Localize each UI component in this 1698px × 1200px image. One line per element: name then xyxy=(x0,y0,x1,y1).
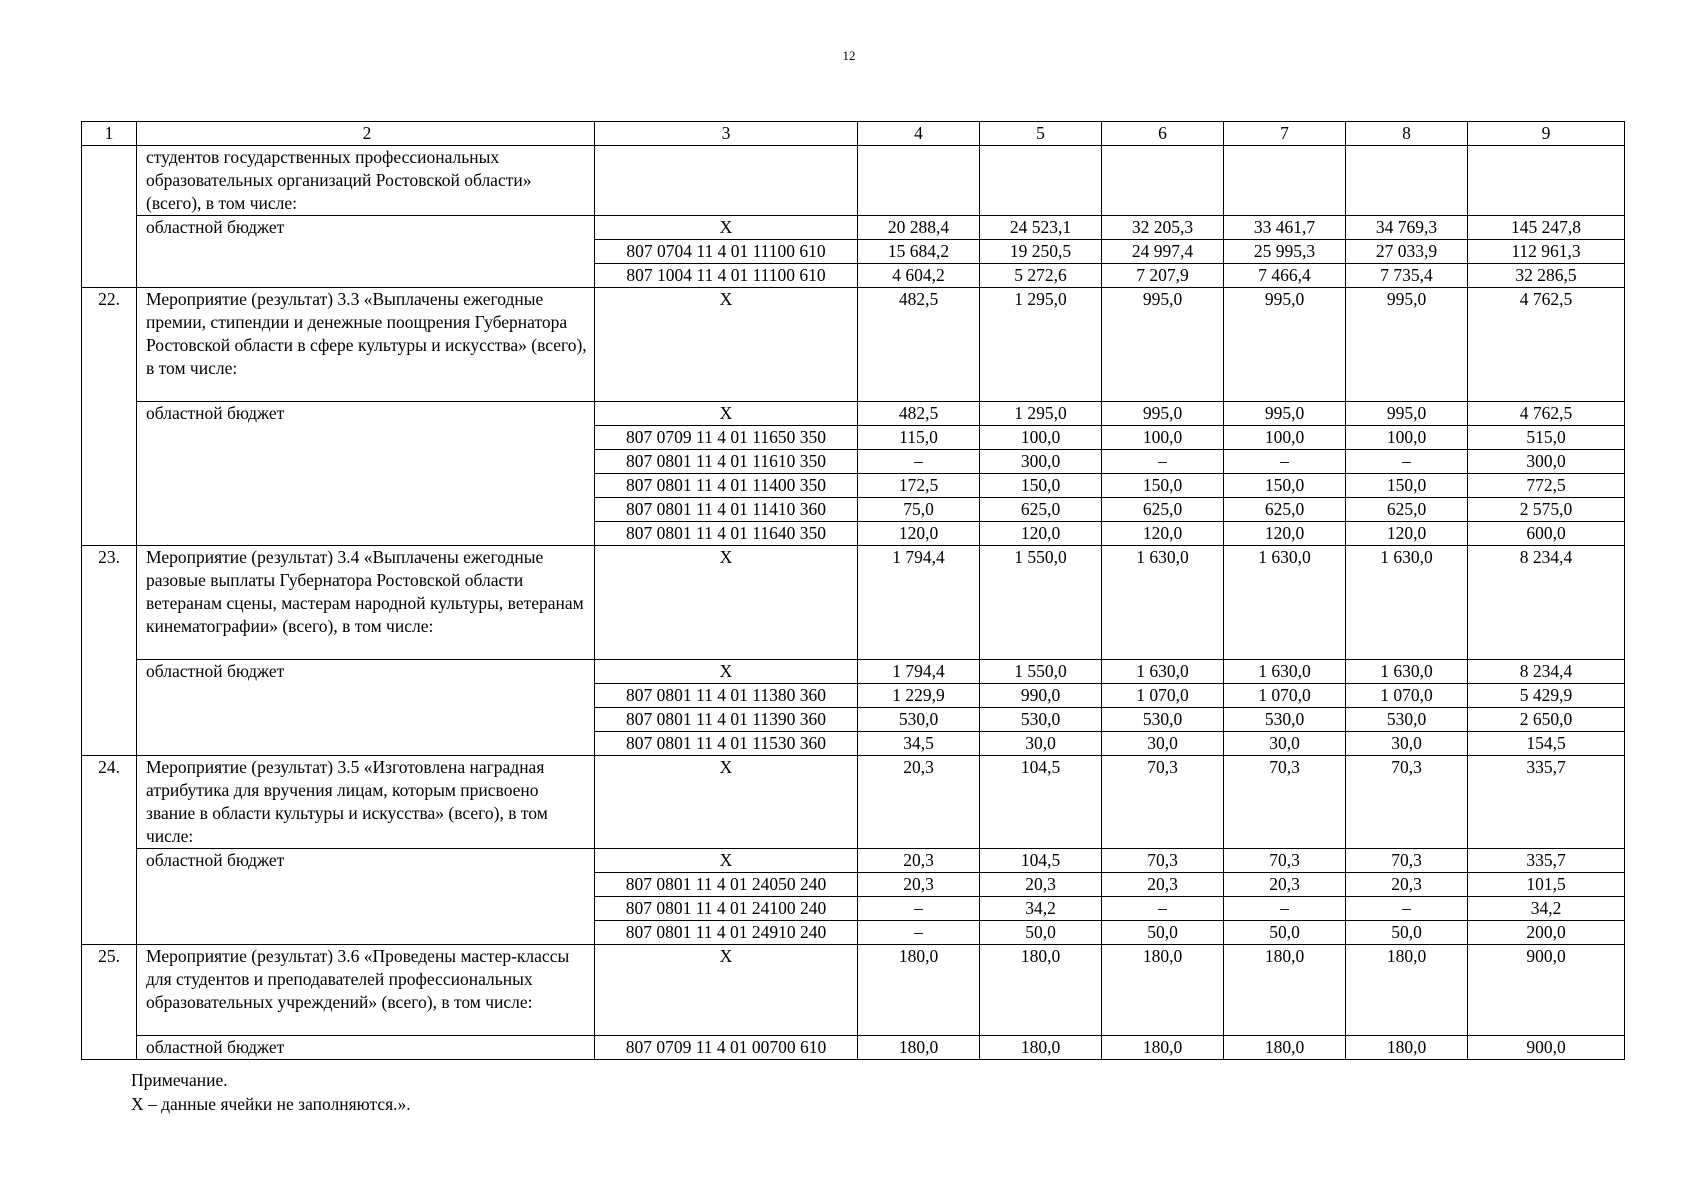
amount-cell: 4 604,2 xyxy=(858,264,980,288)
amount-cell: 70,3 xyxy=(1224,756,1346,849)
budget-code: 807 0801 11 4 01 11410 360 xyxy=(595,498,858,522)
activity-row xyxy=(82,945,1625,1036)
amount-cell: 180,0 xyxy=(1224,945,1346,1036)
amount-cell: 900,0 xyxy=(1468,1036,1625,1060)
amount-cell: 1 295,0 xyxy=(980,288,1102,402)
budget-code: 807 0801 11 4 01 24100 240 xyxy=(595,897,858,921)
amount-cell: 1 550,0 xyxy=(980,546,1102,660)
activity-row xyxy=(82,146,1625,216)
amount-cell: 100,0 xyxy=(1346,426,1468,450)
amount-cell: 482,5 xyxy=(858,402,980,426)
amount-cell: 34,2 xyxy=(980,897,1102,921)
activity-title: студентов государственных профессиональных образовательных организаций Ростовской области» (всего), в том числе: xyxy=(137,146,595,216)
budget-code: X xyxy=(595,660,858,684)
amount-cell: 70,3 xyxy=(1346,849,1468,873)
amount-cell xyxy=(1468,146,1625,216)
budget-code xyxy=(595,146,858,216)
amount-cell: 180,0 xyxy=(1102,1036,1224,1060)
amount-cell: 1 070,0 xyxy=(1102,684,1224,708)
amount-cell: – xyxy=(858,450,980,474)
amount-cell: 515,0 xyxy=(1468,426,1625,450)
budget-code: 807 0801 11 4 01 11640 350 xyxy=(595,522,858,546)
amount-cell: 150,0 xyxy=(1102,474,1224,498)
budget-code: 807 0801 11 4 01 11400 350 xyxy=(595,474,858,498)
budget-code: 807 0801 11 4 01 11390 360 xyxy=(595,708,858,732)
amount-cell: 104,5 xyxy=(980,756,1102,849)
amount-cell: 4 762,5 xyxy=(1468,402,1625,426)
amount-cell: 30,0 xyxy=(980,732,1102,756)
amount-cell: 625,0 xyxy=(1102,498,1224,522)
amount-cell: 8 234,4 xyxy=(1468,660,1625,684)
amount-cell: 180,0 xyxy=(980,1036,1102,1060)
amount-cell: 7 735,4 xyxy=(1346,264,1468,288)
amount-cell: 180,0 xyxy=(1346,1036,1468,1060)
amount-cell: 1 794,4 xyxy=(858,546,980,660)
amount-cell: 33 461,7 xyxy=(1224,216,1346,240)
budget-code: X xyxy=(595,288,858,402)
amount-cell: 120,0 xyxy=(1224,522,1346,546)
amount-cell: 101,5 xyxy=(1468,873,1625,897)
amount-cell: 180,0 xyxy=(1346,945,1468,1036)
row-number: 22. xyxy=(82,288,137,546)
amount-cell: 772,5 xyxy=(1468,474,1625,498)
amount-cell: 70,3 xyxy=(1346,756,1468,849)
amount-cell: 2 650,0 xyxy=(1468,708,1625,732)
budget-code: 807 0704 11 4 01 11100 610 xyxy=(595,240,858,264)
budget-code: X xyxy=(595,945,858,1036)
amount-cell: 2 575,0 xyxy=(1468,498,1625,522)
row-number: 23. xyxy=(82,546,137,756)
amount-cell: 50,0 xyxy=(980,921,1102,945)
amount-cell: 100,0 xyxy=(1224,426,1346,450)
amount-cell: 1 229,9 xyxy=(858,684,980,708)
activity-title: Мероприятие (результат) 3.4 «Выплачены ежегодные разовые выплаты Губернатора Ростовской области ветеранам сцены, мастерам народной культуры, ветеранам кинематографии» (всего), в том числе: xyxy=(137,546,595,660)
budget-code: X xyxy=(595,849,858,873)
amount-cell: 1 630,0 xyxy=(1346,660,1468,684)
column-header: 7 xyxy=(1224,122,1346,146)
amount-cell: 32 286,5 xyxy=(1468,264,1625,288)
amount-cell: 600,0 xyxy=(1468,522,1625,546)
amount-cell: 172,5 xyxy=(858,474,980,498)
amount-cell: 530,0 xyxy=(980,708,1102,732)
amount-cell: 19 250,5 xyxy=(980,240,1102,264)
budget-code: X xyxy=(595,216,858,240)
amount-cell: 300,0 xyxy=(980,450,1102,474)
budget-label: областной бюджет xyxy=(137,402,595,546)
budget-row xyxy=(82,1036,1625,1060)
budget-code: 807 0801 11 4 01 11530 360 xyxy=(595,732,858,756)
amount-cell: 530,0 xyxy=(1346,708,1468,732)
amount-cell: 1 295,0 xyxy=(980,402,1102,426)
amount-cell: 27 033,9 xyxy=(1346,240,1468,264)
amount-cell: – xyxy=(1224,450,1346,474)
column-header: 3 xyxy=(595,122,858,146)
activity-title: Мероприятие (результат) 3.3 «Выплачены ежегодные премии, стипендии и денежные поощрения Губернатора Ростовской области в сфере культуры и искусства» (всего), в том числе: xyxy=(137,288,595,402)
amount-cell: 1 630,0 xyxy=(1224,660,1346,684)
amount-cell: 34,2 xyxy=(1468,897,1625,921)
amount-cell xyxy=(1102,146,1224,216)
amount-cell: 995,0 xyxy=(1102,288,1224,402)
budget-row xyxy=(82,402,1625,426)
amount-cell: 180,0 xyxy=(980,945,1102,1036)
amount-cell: 1 070,0 xyxy=(1224,684,1346,708)
budget-table xyxy=(81,121,1625,1060)
table-body xyxy=(82,122,1625,1060)
amount-cell: 1 630,0 xyxy=(1102,546,1224,660)
column-header: 2 xyxy=(137,122,595,146)
amount-cell: 20,3 xyxy=(1346,873,1468,897)
budget-code: 807 0801 11 4 01 24050 240 xyxy=(595,873,858,897)
amount-cell: – xyxy=(1102,450,1224,474)
budget-code: X xyxy=(595,402,858,426)
amount-cell: – xyxy=(1102,897,1224,921)
row-number: 25. xyxy=(82,945,137,1060)
amount-cell: 100,0 xyxy=(980,426,1102,450)
amount-cell: 50,0 xyxy=(1224,921,1346,945)
amount-cell: 100,0 xyxy=(1102,426,1224,450)
amount-cell: 120,0 xyxy=(858,522,980,546)
activity-row xyxy=(82,288,1625,402)
amount-cell: 995,0 xyxy=(1346,402,1468,426)
amount-cell: – xyxy=(1346,450,1468,474)
column-header: 9 xyxy=(1468,122,1625,146)
amount-cell: 530,0 xyxy=(858,708,980,732)
amount-cell: 990,0 xyxy=(980,684,1102,708)
amount-cell: 335,7 xyxy=(1468,849,1625,873)
amount-cell: 150,0 xyxy=(1346,474,1468,498)
amount-cell: 34 769,3 xyxy=(1346,216,1468,240)
amount-cell: 120,0 xyxy=(980,522,1102,546)
amount-cell: 995,0 xyxy=(1224,402,1346,426)
budget-code: 807 0801 11 4 01 11610 350 xyxy=(595,450,858,474)
column-header: 8 xyxy=(1346,122,1468,146)
activity-title: Мероприятие (результат) 3.5 «Изготовлена наградная атрибутика для вручения лицам, которым присвоено звание в области культуры и искусства» (всего), в том числе: xyxy=(137,756,595,849)
amount-cell: 70,3 xyxy=(1224,849,1346,873)
budget-row xyxy=(82,660,1625,684)
row-number: 24. xyxy=(82,756,137,945)
note-text: X – данные ячейки не заполняются.». xyxy=(131,1094,411,1114)
budget-code: 807 0801 11 4 01 24910 240 xyxy=(595,921,858,945)
amount-cell xyxy=(1224,146,1346,216)
amount-cell: 995,0 xyxy=(1102,402,1224,426)
amount-cell: 20,3 xyxy=(858,849,980,873)
amount-cell: 20,3 xyxy=(1224,873,1346,897)
amount-cell: 112 961,3 xyxy=(1468,240,1625,264)
amount-cell: 335,7 xyxy=(1468,756,1625,849)
amount-cell: 7 466,4 xyxy=(1224,264,1346,288)
amount-cell: 530,0 xyxy=(1224,708,1346,732)
amount-cell: 8 234,4 xyxy=(1468,546,1625,660)
page-number: 12 xyxy=(842,48,856,63)
amount-cell: 154,5 xyxy=(1468,732,1625,756)
amount-cell: 1 630,0 xyxy=(1346,546,1468,660)
budget-label: областной бюджет xyxy=(137,1036,595,1060)
budget-code: X xyxy=(595,756,858,849)
amount-cell: 482,5 xyxy=(858,288,980,402)
activity-row xyxy=(82,756,1625,849)
amount-cell: 30,0 xyxy=(1102,732,1224,756)
amount-cell: 150,0 xyxy=(980,474,1102,498)
budget-code: 807 0709 11 4 01 11650 350 xyxy=(595,426,858,450)
amount-cell: 30,0 xyxy=(1224,732,1346,756)
amount-cell: 900,0 xyxy=(1468,945,1625,1036)
amount-cell: 300,0 xyxy=(1468,450,1625,474)
amount-cell: 180,0 xyxy=(858,945,980,1036)
row-number xyxy=(82,146,137,288)
amount-cell: 625,0 xyxy=(980,498,1102,522)
amount-cell: 1 630,0 xyxy=(1224,546,1346,660)
amount-cell: – xyxy=(858,897,980,921)
header-row xyxy=(82,122,1625,146)
amount-cell: 4 762,5 xyxy=(1468,288,1625,402)
column-header: 4 xyxy=(858,122,980,146)
amount-cell: – xyxy=(858,921,980,945)
amount-cell: 180,0 xyxy=(1224,1036,1346,1060)
column-header: 6 xyxy=(1102,122,1224,146)
amount-cell: 145 247,8 xyxy=(1468,216,1625,240)
amount-cell: 5 429,9 xyxy=(1468,684,1625,708)
budget-code: X xyxy=(595,546,858,660)
amount-cell: 180,0 xyxy=(1102,945,1224,1036)
amount-cell: – xyxy=(1346,897,1468,921)
amount-cell: 32 205,3 xyxy=(1102,216,1224,240)
budget-label: областной бюджет xyxy=(137,849,595,945)
budget-code: 807 0801 11 4 01 11380 360 xyxy=(595,684,858,708)
amount-cell: 530,0 xyxy=(1102,708,1224,732)
amount-cell: 1 550,0 xyxy=(980,660,1102,684)
amount-cell: 24 523,1 xyxy=(980,216,1102,240)
amount-cell: 115,0 xyxy=(858,426,980,450)
amount-cell: 34,5 xyxy=(858,732,980,756)
amount-cell: 120,0 xyxy=(1102,522,1224,546)
note-title: Примечание. xyxy=(131,1070,228,1090)
amount-cell: – xyxy=(1224,897,1346,921)
amount-cell: 1 794,4 xyxy=(858,660,980,684)
amount-cell: 120,0 xyxy=(1346,522,1468,546)
amount-cell: 625,0 xyxy=(1346,498,1468,522)
budget-label: областной бюджет xyxy=(137,216,595,288)
column-header: 5 xyxy=(980,122,1102,146)
amount-cell: 7 207,9 xyxy=(1102,264,1224,288)
amount-cell: 20,3 xyxy=(1102,873,1224,897)
amount-cell: 70,3 xyxy=(1102,756,1224,849)
amount-cell: 104,5 xyxy=(980,849,1102,873)
amount-cell: 20,3 xyxy=(980,873,1102,897)
amount-cell xyxy=(1346,146,1468,216)
amount-cell: 70,3 xyxy=(1102,849,1224,873)
amount-cell: 995,0 xyxy=(1224,288,1346,402)
budget-label: областной бюджет xyxy=(137,660,595,756)
amount-cell: 24 997,4 xyxy=(1102,240,1224,264)
budget-code: 807 1004 11 4 01 11100 610 xyxy=(595,264,858,288)
amount-cell: 1 070,0 xyxy=(1346,684,1468,708)
amount-cell: 15 684,2 xyxy=(858,240,980,264)
amount-cell: 5 272,6 xyxy=(980,264,1102,288)
activity-title: Мероприятие (результат) 3.6 «Проведены мастер-классы для студентов и преподавателей профессиональных образовательных учреждений» (всего), в том числе: xyxy=(137,945,595,1036)
budget-code: 807 0709 11 4 01 00700 610 xyxy=(595,1036,858,1060)
amount-cell xyxy=(980,146,1102,216)
amount-cell: 20,3 xyxy=(858,756,980,849)
amount-cell: 995,0 xyxy=(1346,288,1468,402)
column-header: 1 xyxy=(82,122,137,146)
activity-row xyxy=(82,546,1625,660)
amount-cell: 180,0 xyxy=(858,1036,980,1060)
budget-row xyxy=(82,216,1625,240)
amount-cell: 20 288,4 xyxy=(858,216,980,240)
amount-cell: 625,0 xyxy=(1224,498,1346,522)
amount-cell: 1 630,0 xyxy=(1102,660,1224,684)
amount-cell: 200,0 xyxy=(1468,921,1625,945)
amount-cell: 150,0 xyxy=(1224,474,1346,498)
amount-cell xyxy=(858,146,980,216)
notes xyxy=(131,1068,411,1116)
budget-row xyxy=(82,849,1625,873)
amount-cell: 75,0 xyxy=(858,498,980,522)
amount-cell: 25 995,3 xyxy=(1224,240,1346,264)
amount-cell: 20,3 xyxy=(858,873,980,897)
amount-cell: 30,0 xyxy=(1346,732,1468,756)
amount-cell: 50,0 xyxy=(1102,921,1224,945)
amount-cell: 50,0 xyxy=(1346,921,1468,945)
